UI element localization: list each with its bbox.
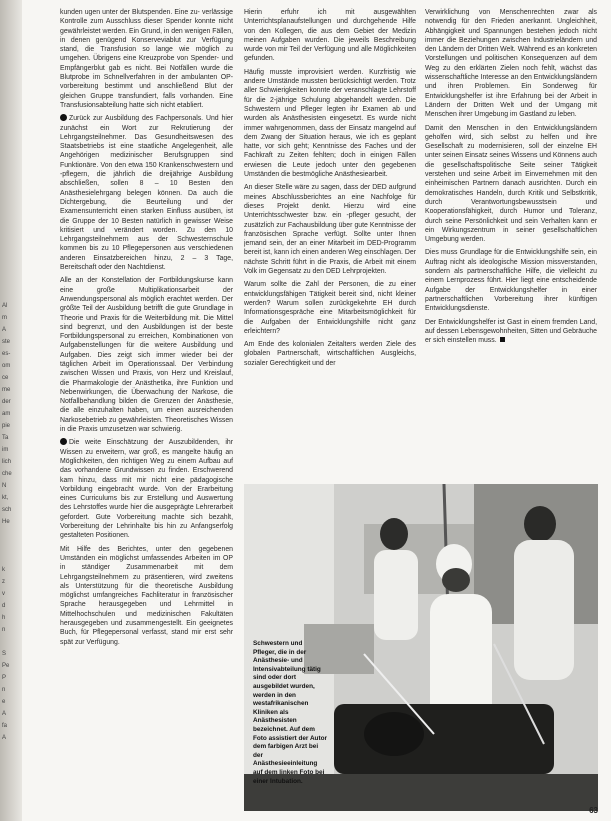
col3-paragraph: Verwirklichung von Menschenrechten zwar als notwendig für den Frieden anerkannt. Ungleichheit, Abhängigkeit und Spannungen bestehen jedoch nicht immer die Beziehungen zwischen Industrieländern und den Ländern der Dritten Welt. Während es an konkreten Vorstellungen und politischen Konsequenzen auf dem Weg zu den erklärten Zielen noch fehlt, wächst das wissenschaftliche Interesse an den Entwicklungsländern und ihren Problemen. Ein Sonderweg für Entwicklungshelfer ist ihre Erfahrung bei der Arbeit in Ländern der Dritten Welt und der Umgang mit Menschen ihrer Umgebung im Gastland zu leben. [425, 9, 597, 119]
end-of-article-square-icon [500, 337, 505, 342]
col3-paragraph: Damit den Menschen in den Entwicklungsländern geholfen wird, sich selbst zu helfen und ihre Gesellschaft zu modernisieren, soll der einzelne EH unter seinen Einsatz seines Wissens und Könnens auch die gesellschaftspolitische Seite seiner Tätigkeit verstehen und seine Arbeit im Einvernehmen mit den einheimischen Partnern danach ausrichten. Durch ein demokratisches Handeln, durch Kritik und Selbstkritik, durch Verantwortungsbewusstsein und Kooperationsfähigkeit, durch Humor und Toleranz, durch seine Persönlichkeit und sein Verhalten kann er ein Wirkungszentrum in seiner gesellschaftlichen Umgebung werden. [425, 124, 597, 244]
page-number: 63 [589, 806, 598, 815]
col1-paragraph: kunden ugen unter der Blutspenden. Eine zu- verlässige Kontrolle zum Ausschluss dieser Spender konnte nicht gewährleistet werden. Ein Grund, in den wenigen Fällen, in denen genügend Konserveviablut zur Verfügung stand, die Transfusion so lange wie möglich zu umgehen. Übrigens eine Kreuzprobe von Spender- und Empfängerblut gab es nicht. Bei Notfällen wurde die Blutprobe im Schnellverfahren in der ambulanten OP-vorbereitung bestimmt und anschließend Blut der gleichen Gruppe transfundiert, falls vorhanden. Eine Transfusionsabteilung hatte sich nicht etabliert. [60, 9, 233, 109]
col1-paragraph: Zurück zur Ausbildung des Fachpersonals. Und hier zunächst ein Wort zur Rekrutierung der Lehrgangsteilnehmer. Das Gesundheitswesen des Staatsbetriebs ist eine staatliche Angelegenheit, alle Angehörigen medizinischer Berufsgruppen sind Funktionäre. Von den etwa 150 Krankenschwestern und -pflegern, die jährlich die dreijährige Ausbildung abschließen, sollen 8 – 10 Besten den Anästhesielehrgang belegen können. Da auch die Dichtergebung, die Beurteilung und der Examensunterricht einen starken Einfluss ausüben, ist die Gruppe der 10 Besten natürlich in gewisser Weise kritisiert und verändert worden. Zu den 10 Lehrgangsteilnehmern aus der Schwesternschule kommen bis zu 10 Pflegepersonen aus verschiedenen anderen Einsatzbereichen hinzu, 2 – 3 Tage, Bereitschaft oder den Nachtdienst. [60, 115, 233, 272]
bullet-dot-icon [60, 438, 67, 445]
bullet-dot-icon [60, 114, 67, 121]
text-column-1 [60, 8, 233, 813]
col1-paragraph: Alle an der Konstellation der Fortbildungskurse kann eine große Multiplikationsarbeit der Anwendungspersonal als möglich erachtet werden. Der größte Teil der Ausbildung betrifft die gute Grundlage in Theorie und Praxis für die Weiterbildung mit. Die Mittel sind begrenzt, und den Ausbildungen ist der beste Fortbildungspersonal zu erreichen, Kombinationen von Aufgabenstellungen für die weitere Ausbildung und Aufgaben. Dies zeigt sich immer wieder bei der täglichen Arbeit im Operationssaal. Der Verbindung zwischen Wissen und Praxis, von Herz und Kreislauf, die Pharmakologie der Anästhetika, ihre Funktion und Nebenwirkungen, die Überwachung der Narkose, die Notfallbehandlung bilden die Grenzen der Anästhesie, die alle einzuhalten haben, um einen ausreichenden Narkosebetrieb zu gewährleisten. Theoretisches Wissen in die Praxis umzusetzen war schwierig. [60, 277, 233, 434]
col1-paragraph: Die weite Einschätzung der Auszubildenden, ihr Wissen zu erweitern, war groß, es mangelte häufig an Möglichkeiten, den richtigen Weg zu einem Aufbau auf das vorhandene Grundwissen zu finden. Erschwerend kam hinzu, dass mit mir nicht eine pädagogische Vorbildung eingebracht wurde. Von der Erarbeitung eines Curriculums bis zur Erstellung und Auswertung des Lehrstoffes wurde hier die ausgeprägte Lehrerarbeit gefordert. Gute Vorbereitung machte sich bezahlt, Vorbereitung der Lehrinhalte bis hin zu Anfangserfolg gestalteten Positionen. [60, 439, 233, 540]
col1-paragraph: Mit Hilfe des Berichtes, unter den gegebenen Umständen ein möglichst umfassendes Arbeiten im OP in ständiger Zusammenarbeit mit dem Lehrgangsteilnehmern zu präsentieren, wird zweitens als Unterstützung für die theoretische Ausbildung möglichst umfangreiches Fachliteratur in französischer Sprache herausgegeben und Lehrmittel in Mittelhochschulen und medizinischen Fakultäten herausgegeben und zusammengestellt. Ein geeignetes Buch, für Pflegepersonal verfasst, stand mir erst sehr spät zur Verfügung. [60, 545, 233, 646]
col2-paragraph: Warum sollte die Zahl der Personen, die zu einer entwicklungsfähigen Tätigkeit bereit sind, nicht kleiner werden? Warum sollen zurückgekehrte EH durch Informationsgespräche eine Mitarbeitsmöglichkeit für die Aufgaben der Entwicklungshilfe nicht ganz erleichtern? [244, 281, 416, 335]
col2-paragraph: Hierin erfuhr ich mit ausgewählten Unterrichtsplanaufstellungen und durchgehende Hilfe von den Kollegen, die aus dem Gebiet der Medizin meinen Aufgaben wurden. Die jeweils Beschreibung wurde von mir Teil der Verfügung und alle Möglichkeiten gefunden. [244, 9, 416, 63]
gutter-fragment-text: Al m A ste es- om ce me der am pie Ta im lich che N kt, sch He k z v d h n S Pe P n e A fa A [2, 303, 12, 741]
left-gutter [0, 0, 22, 821]
text-column-2 [244, 8, 416, 482]
photo-caption: Schwestern und Pfleger, die in der Anästhesie- und Intensivabteilung tätig sind oder dort ausgebildet wurden, werden in den westafrikanischen Kliniken als Anästhesisten bezeichnet. Auf dem Foto assistiert der Autor dem farbigen Arzt bei der Anästhesieeinleitung auf dem linken Foto bei einer Intubation. [253, 640, 327, 785]
col2-paragraph: Häufig musste improvisiert werden. Kurzfristig wie andere Umstände mussten berücksichtigt werden. Trotz aller Schwierigkeiten konnte der veranschlagte Lehrstoff für die 2-jährige Schulung abgehandelt werden. Die Schwestern und Pfleger legten ihr Examen ab und wurden als Anästhesisten eingesetzt. Es wurde nicht immer wahrgenommen, dass der Einsatz mangelnd auf dem Zwang der Situation heraus, wie ich es geplant hatte, vor sich geht; Kenntnisse des Faches und der Fachkraft zu Zeiten fehlten; doch in einigen Fällen erwiesen die Leute jedoch unter den gegebenen Umständen die bestmögliche Anästhesiearbeit. [244, 68, 416, 179]
text-column-3 [425, 8, 597, 482]
col2-paragraph: An dieser Stelle wäre zu sagen, dass der DED aufgrund meines Abschlussberichtes an eine Nachfolge für dieses Projekt denkt. Hierzu wird eine Unterrichtsschwester bzw. ein -pfleger gesucht, der zusätzlich zur Fachausbildung über gute Kenntnisse der französischen Sprache verfügt. Sollte unter Ihnen jemand sein, der an einer Mitarbeit im DED-Programm bereit ist, kann ich einen anderen Weg einschlagen. Der nächste Schritt führt in die Praxis, die Arbeit mit einem Volk im Gegensatz zu den DED Lehrprojekten. [244, 184, 416, 276]
col3-paragraph: Dies muss Grundlage für die Entwicklungshilfe sein, ein Auftrag nicht als ideologische Mission missverstanden, sondern als partnerschaftliche Hilfe, die vielleicht zu einem Lernprozess führt. Hier liegt eine entscheidende Aufgabe der Entwicklungshelfer in einer partnerschaftlichen Vorbereitung ihrer künftigen Entwicklungsdienste. [425, 249, 597, 313]
col3-paragraph: Der Entwicklungshelfer ist Gast in einem fremden Land, auf dessen Lebensgewohnheiten, Sitten und Gebräuche er sich einstellen muss. [425, 318, 597, 345]
col2-paragraph: Am Ende des kolonialen Zeitalters werden Ziele des globalen Partnerschaft, wirtschaftlichen Ausgleichs, sozialer Gerechtigkeit und der [244, 341, 416, 367]
